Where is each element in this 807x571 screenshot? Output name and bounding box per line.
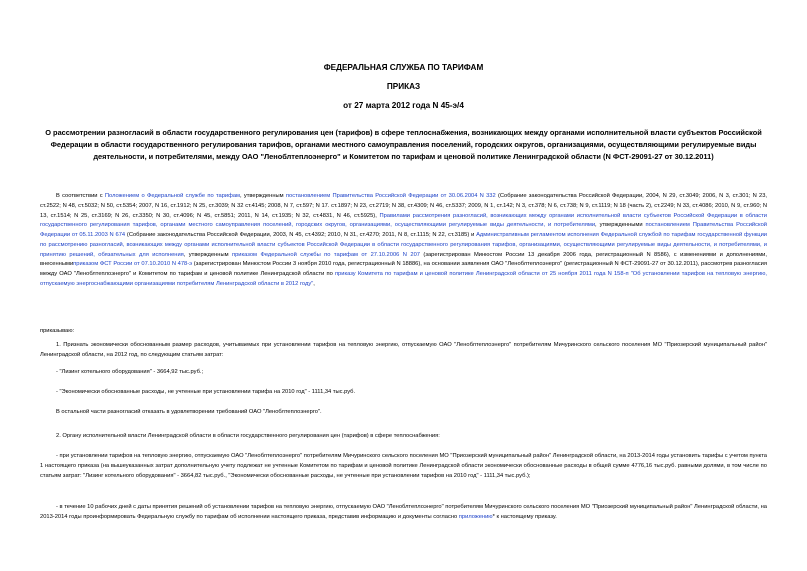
remainder-denied: В остальной части разногласий отказать в удовлетворении требований ОАО "Леноблтеплоэнерго". <box>56 409 322 415</box>
link-fst-order-478[interactable]: приказом ФСТ России от 07.10.2010 N 478-э <box>73 261 193 268</box>
link-administrative-regulation[interactable]: Административным регламентом исполнения Федеральной службой по тарифам государственной функции по рассмотрению разногласий, возникающих между органами исполнительной власти субъектов Российской Федерации в области государственного регулирования тарифов, организациями, осуществляющими регулируемые виды деятельности, и потребителями, и принятию решений, обязательных для исполнения <box>40 232 767 258</box>
preamble-text: (Собрание законодательства Российской Федерации, 2004, N 29, ст.3049; 2006, N 3, ст.301; N 23, ст.2522; N 48, ст.5032; N 50, ст.5354; 2007, N 16, ст.1912; N 25, ст.3039; N 32 ст.4145; 2008, N 7, ст.597; N 17. ст.1897; N 23, ст.2719; N 38, ст.4309; N 46, ст.5337; 2009, N 1, ст.142; N 3, ст.378; N 6, ст.738; N 9, ст.1119; N 18 (часть 2), ст.2249; N 33, ст.4086; 2010, N 9, ст.960; N 13, ст.1514; N 25, ст.3169; N 26, ст.3350; N 30, ст.4096; N 45, ст.5851; 2011, N 14, ст.1935; N 32, ст.4831, N 46, ст.5925), <box>40 193 767 219</box>
order-word: приказываю: <box>40 328 75 334</box>
clause-2a: - при установлении тарифов на тепловую энергию, отпускаемую ОАО "Леноблтеплоэнерго" потребителям Мичуринского сельского поселения МО "Приозерский муниципальный район" Ленинградской области, на 2013-2014 годы установить тарифы с учетом пункта 1 настоящего приказа (на вышеуказанных затрат дополнительную учету подлежат не учтенные Комитетом по тарифам и ценовой политике Ленинградской области экономически обоснованные расходы в общей сумме 4776,16 тыс.руб. равными долями, в том числе по статьям затрат: "Лизинг котельного оборудования" - 3664,82 тыс.руб., "Экономически обоснованные расходы, не учтенные при установлении тарифов на 2010 год" - 1111,34 тыс.руб.); <box>40 453 767 479</box>
link-government-decree-332[interactable]: постановлением Правительства Российской Федерации от 30.06.2004 N 332 <box>285 193 496 199</box>
preamble-text: , утвержденными <box>595 222 646 229</box>
clause-1: 1. Признать экономически обоснованным размер расходов, учитываемых при установлении тарифов на тепловую энергию, отпускаемую ОАО "Леноблтеплоэнерго" потребителям Мичуринского сельского поселения МО "Приозерский муниципальный район" Ленинградской области, на 2012 год, по следующим статьям затрат: <box>40 342 767 358</box>
document-subject: О рассмотрении разногласий в области государственного регулирования цен (тарифов) в сфере теплоснабжения, возникающих между органами исполнительной власти субъектов Российской Федерации в области государственного регулирования тарифов, органами местного самоуправления поселений, городских округов, организациями, осуществляющими регулируемые виды деятельности, и потребителями, между ОАО "Леноблтеплоэнерго" и Комитетом по тарифам и ценовой политике Ленинградской области (N ФСТ-29091-27 от 30.12.2011) <box>45 128 762 162</box>
preamble-text: , утвержденным <box>240 193 286 199</box>
clause-2b-text: - в течение 10 рабочих дней с даты принятия решений об установлении тарифов на тепловую энергию, отпускаемую ОАО "Леноблтеплоэнерго" потребителям Мичуринского сельского поселения МО "Приозерский муниципальный район" Ленинградской области, на 2013-2014 годы проинформировать Федеральную службу по тарифам об исполнении настоящего приказа, представив информацию и документы согласно <box>40 504 767 520</box>
link-fst-order-207[interactable]: приказом Федеральной службы по тарифам от 27.10.2006 N 207 <box>231 251 420 258</box>
document-kind: ПРИКАЗ <box>386 82 421 91</box>
link-fst-regulation[interactable]: Положением о Федеральной службе по тарифам <box>104 193 241 199</box>
preamble-text: (зарегистрирован Минюстом России 3 ноября 2010 года, регистрационный N 18886), на основании заявления ОАО "Леноблтеплоэнерго" (регистрационный N ФСТ-29091-27 от 30.12.2011), рассмотрев разногласия между ОАО "Леноблтеплоэнерго" и Комитетом по тарифам и ценовой политике Ленинградской области по <box>40 261 767 277</box>
preamble-text: (зарегистрирован Минюстом России 13 декабря 2006 года, регистрационный N 8586), с изменениями и дополнениями, внесенными <box>40 251 767 268</box>
preamble-text: (Собрание законодательства Российской Федерации, 2003, N 45, ст.4392; 2010, N 31, ст.4270; 2011, N 8, ст.1115; N 22, ст.3185) и <box>125 232 477 238</box>
clause-2b-text: * к настоящему приказу. <box>492 513 557 520</box>
link-government-decree-674[interactable]: постановлением Правительства Российской Федерации от 05.11.2003 N 674 <box>40 222 767 238</box>
document-date-number: от 27 марта 2012 года N 45-э/4 <box>343 101 464 110</box>
preamble-text: , <box>313 280 315 287</box>
clause-2b <box>40 503 767 523</box>
link-appendix[interactable]: приложению <box>458 513 493 520</box>
preamble-text: В соответствии с <box>56 193 105 199</box>
expense-item-unaccounted: - "Экономически обоснованные расходы, не учтенные при установлении тарифа на 2010 год" - 1111,34 тыс.руб. <box>56 389 356 395</box>
issuing-organization: ФЕДЕРАЛЬНАЯ СЛУЖБА ПО ТАРИФАМ <box>323 63 484 72</box>
link-dispute-rules[interactable]: Правилами рассмотрения разногласий, возникающих между органами исполнительной власти субъектов Российской Федерации в области государственного регулирования тарифов, органами местного самоуправления поселений, городских округов, организациями, осуществляющими регулируемые виды деятельности, и потребителями <box>40 212 768 229</box>
preamble-text: , утвержденным <box>183 251 232 258</box>
preamble-paragraph <box>40 192 767 290</box>
link-committee-order-158[interactable]: приказу Комитета по тарифам и ценовой политике Ленинградской области от 25 ноября 2011 года N 158-п "Об установлении тарифов на тепловую энергию, отпускаемую энергоснабжающими организациями потребителям Ленинградской области в 2012 году" <box>40 271 768 287</box>
clause-2: 2. Органу исполнительной власти Ленинградской области в области государственного регулирования цен (тарифов) в сфере теплоснабжения: <box>56 433 440 439</box>
expense-item-leasing: - "Лизинг котельного оборудования" - 3664,92 тыс.руб.; <box>56 369 204 375</box>
